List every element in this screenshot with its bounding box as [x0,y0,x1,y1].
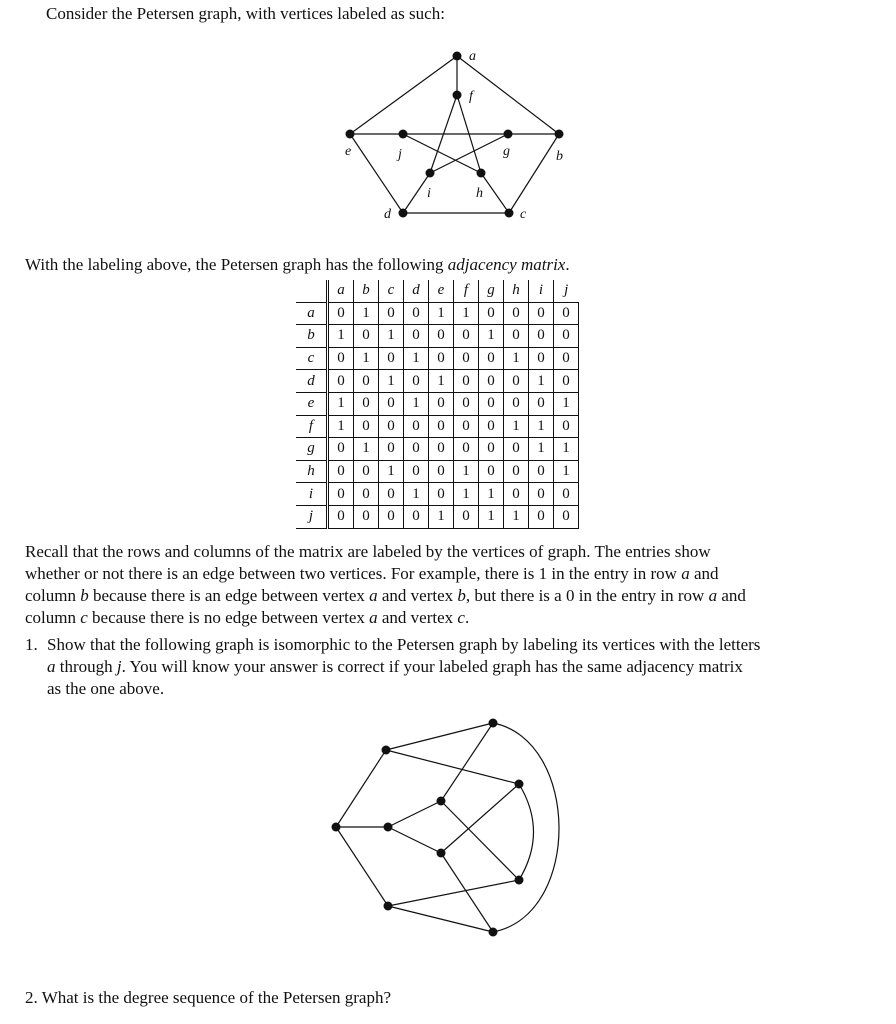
matrix-cell: 1 [429,505,454,528]
matrix-cell: 0 [429,325,454,348]
matrix-cell: 0 [354,460,379,483]
question-1-number: 1. [25,635,38,654]
vertex-center-lower [437,849,446,858]
matrix-cell: 1 [554,438,579,461]
matrix-cell: 1 [529,415,554,438]
matrix-cell: 0 [429,392,454,415]
matrix-cell: 0 [554,505,579,528]
matrix-column-header: i [529,280,554,302]
matrix-cell: 1 [429,302,454,325]
matrix-cell: 1 [328,325,354,348]
matrix-cell: 0 [429,347,454,370]
adjacency-intro: With the labeling above, the Petersen graph has the following adjacency matrix. [25,255,570,274]
label-e: e [345,144,352,159]
matrix-cell: 0 [328,460,354,483]
matrix-cell: 0 [454,325,479,348]
matrix-column-header: d [404,280,429,302]
matrix-cell: 1 [479,483,504,506]
matrix-cell: 0 [454,392,479,415]
matrix-cell: 0 [454,438,479,461]
matrix-cell: 1 [404,483,429,506]
matrix-row-header: j [296,505,328,528]
matrix-column-header: c [379,280,404,302]
matrix-cell: 0 [529,505,554,528]
matrix-cell: 0 [354,392,379,415]
matrix-cell: 1 [379,460,404,483]
vertex-top-left [382,746,391,755]
intro-sentence: Consider the Petersen graph, with vertices labeled as such: [46,4,445,23]
matrix-cell: 0 [504,325,529,348]
matrix-cell: 0 [479,415,504,438]
matrix-cell: 0 [454,347,479,370]
matrix-row [296,325,579,348]
vertex-center-upper [437,797,446,806]
label-h: h [476,186,483,201]
matrix-cell: 0 [504,438,529,461]
matrix-cell: 1 [404,347,429,370]
matrix-column-header: g [479,280,504,302]
matrix-row-header: a [296,302,328,325]
vertex-j [399,130,408,139]
label-g: g [503,144,510,159]
matrix-cell: 1 [429,370,454,393]
matrix-cell: 0 [479,370,504,393]
matrix-cell: 0 [354,483,379,506]
matrix-cell: 1 [504,347,529,370]
matrix-cell: 0 [529,460,554,483]
matrix-row-header: e [296,392,328,415]
matrix-row [296,438,579,461]
matrix-cell: 0 [529,302,554,325]
vertex-c [505,209,514,218]
matrix-row-header: f [296,415,328,438]
vertex-right-upper [515,780,524,789]
matrix-cell: 1 [454,302,479,325]
matrix-cell: 0 [328,438,354,461]
adjacency-matrix-table [296,280,579,529]
matrix-cell: 0 [379,505,404,528]
matrix-row [296,483,579,506]
matrix-cell: 0 [404,438,429,461]
matrix-row [296,460,579,483]
matrix-cell: 0 [328,483,354,506]
label-b: b [556,149,563,164]
matrix-cell: 1 [354,438,379,461]
matrix-row [296,347,579,370]
matrix-column-header: a [328,280,354,302]
matrix-cell: 0 [379,392,404,415]
intro-text [46,3,445,25]
matrix-cell: 0 [479,302,504,325]
matrix-cell: 0 [454,415,479,438]
matrix-cell: 0 [504,392,529,415]
vertex-a [453,52,462,61]
matrix-cell: 1 [328,392,354,415]
question-2-number: 2. [25,988,38,1007]
matrix-cell: 0 [379,438,404,461]
matrix-cell: 0 [404,505,429,528]
matrix-cell: 0 [529,347,554,370]
petersen-graph-figure [330,40,580,230]
matrix-cell: 0 [404,302,429,325]
matrix-row-header: h [296,460,328,483]
matrix-cell: 0 [479,460,504,483]
matrix-cell: 0 [379,347,404,370]
matrix-cell: 0 [354,370,379,393]
petersen-edges [350,56,559,213]
matrix-cell: 0 [554,370,579,393]
vertex-right-lower [515,876,524,885]
matrix-row [296,415,579,438]
matrix-cell: 0 [554,483,579,506]
matrix-cell: 0 [328,505,354,528]
vertex-b [555,130,564,139]
matrix-body [296,302,579,528]
question-2-text: What is the degree sequence of the Petersen graph? [41,988,391,1007]
matrix-cell: 1 [404,392,429,415]
vertex-h [477,169,486,178]
matrix-cell: 1 [354,347,379,370]
matrix-row-header: d [296,370,328,393]
matrix-cell: 1 [454,483,479,506]
vertex-middle-left [384,823,393,832]
label-a: a [469,49,476,64]
matrix-cell: 0 [328,370,354,393]
matrix-corner [296,280,328,302]
label-d: d [384,207,391,222]
vertex-top-right [489,719,498,728]
matrix-cell: 0 [554,347,579,370]
matrix-cell: 0 [404,325,429,348]
recall-paragraph: Recall that the rows and columns of the matrix are labeled by the vertices of graph. The entries show whether or not there is an edge between two vertices. For example, there is 1 in the entry in row a and column b because there is an edge between vertex a and vertex b, but there is a 0 in the entry in row a and column c because there is no edge between vertex a and vertex c. [25,542,746,627]
matrix-row-header: i [296,483,328,506]
unlabeled-edges [336,723,559,932]
matrix-cell: 1 [479,325,504,348]
matrix-header-row [296,280,579,302]
vertex-f [453,91,462,100]
matrix-cell: 1 [529,370,554,393]
matrix-cell: 1 [504,505,529,528]
matrix-cell: 0 [554,415,579,438]
matrix-cell: 0 [404,460,429,483]
vertex-bottom-right [489,928,498,937]
matrix-cell: 0 [504,483,529,506]
label-j: j [398,147,402,162]
matrix-cell: 0 [504,460,529,483]
petersen-labels [345,49,563,222]
matrix-row-header: g [296,438,328,461]
label-f: f [469,89,473,104]
matrix-cell: 0 [379,415,404,438]
matrix-column-header: f [454,280,479,302]
vertex-left [332,823,341,832]
matrix-row-header: b [296,325,328,348]
matrix-cell: 0 [354,505,379,528]
matrix-column-header: b [354,280,379,302]
matrix-cell: 0 [354,325,379,348]
vertex-bottom-left [384,902,393,911]
matrix-cell: 1 [379,325,404,348]
matrix-cell: 1 [554,392,579,415]
matrix-cell: 0 [429,438,454,461]
matrix-cell: 0 [504,370,529,393]
matrix-cell: 0 [479,392,504,415]
matrix-cell: 0 [479,347,504,370]
matrix-cell: 1 [379,370,404,393]
vertex-g [504,130,513,139]
matrix-cell: 1 [554,460,579,483]
matrix-cell: 0 [554,325,579,348]
matrix-cell: 0 [379,302,404,325]
adjacency-matrix-term: adjacency matrix [447,255,566,274]
matrix-cell: 0 [328,347,354,370]
matrix-cell: 1 [454,460,479,483]
matrix-cell: 1 [504,415,529,438]
label-c: c [520,207,527,222]
question-1-text: Show that the following graph is isomorphic to the Petersen graph by labeling its vertices with the letters a through j. You will know your answer is correct if your labeled graph has the same adjacency matrix as the one above. [47,635,761,698]
matrix-row [296,302,579,325]
matrix-cell: 0 [454,505,479,528]
matrix-cell: 0 [504,302,529,325]
matrix-cell: 0 [429,415,454,438]
matrix-cell: 0 [529,483,554,506]
matrix-column-header: h [504,280,529,302]
matrix-row [296,370,579,393]
matrix-cell: 0 [554,302,579,325]
matrix-cell: 0 [404,370,429,393]
matrix-cell: 1 [328,415,354,438]
matrix-cell: 0 [379,483,404,506]
matrix-cell: 1 [529,438,554,461]
matrix-cell: 0 [454,370,479,393]
matrix-cell: 0 [354,415,379,438]
matrix-cell: 1 [479,505,504,528]
matrix-cell: 0 [479,438,504,461]
matrix-cell: 0 [529,325,554,348]
matrix-cell: 0 [529,392,554,415]
matrix-column-header: j [554,280,579,302]
matrix-column-header: e [429,280,454,302]
matrix-cell: 1 [354,302,379,325]
matrix-row-header: c [296,347,328,370]
vertex-d [399,209,408,218]
vertex-e [346,130,355,139]
matrix-cell: 0 [328,302,354,325]
matrix-row [296,392,579,415]
matrix-cell: 0 [404,415,429,438]
matrix-cell: 0 [429,483,454,506]
matrix-row [296,505,579,528]
vertex-i [426,169,435,178]
matrix-cell: 0 [429,460,454,483]
question-2 [25,987,391,1009]
unlabeled-graph-figure [320,710,570,945]
label-i: i [427,186,431,201]
